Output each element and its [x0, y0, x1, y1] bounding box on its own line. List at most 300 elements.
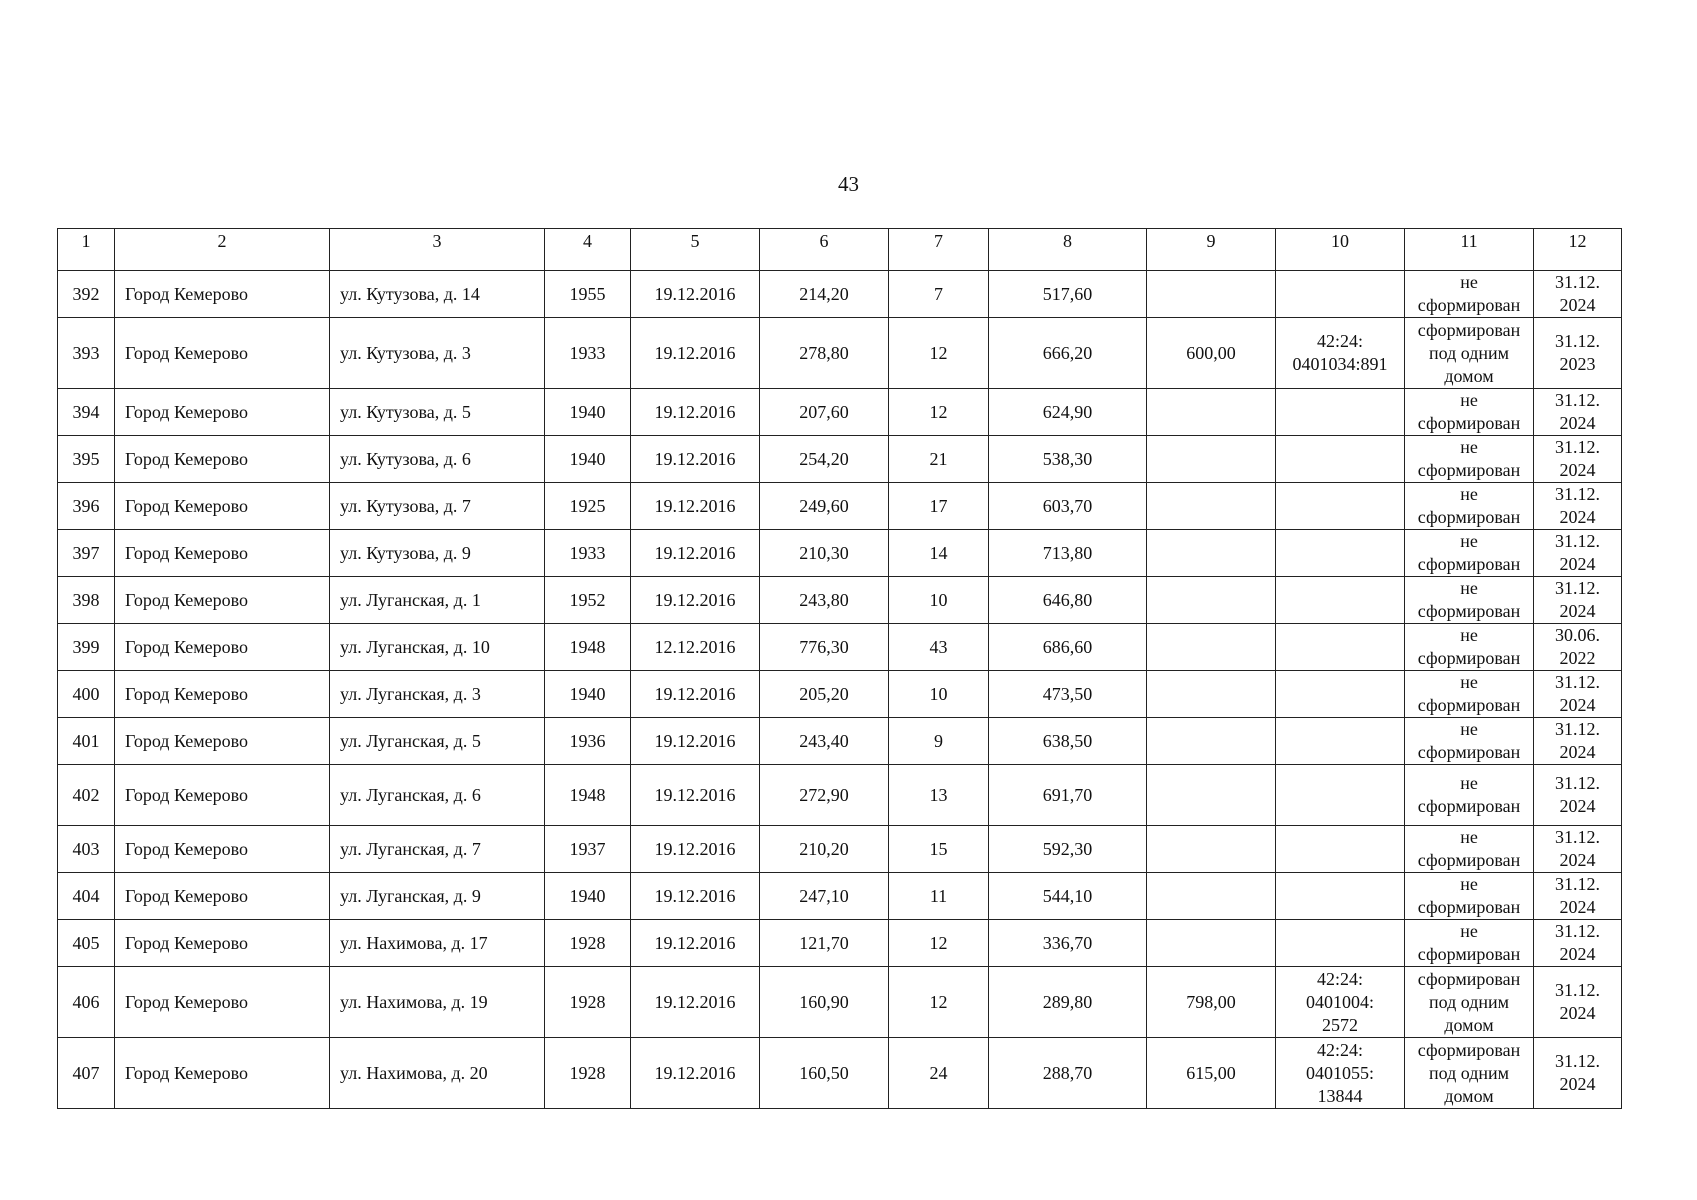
date-cell	[631, 826, 760, 873]
table-row	[58, 873, 1622, 920]
date-cell	[631, 765, 760, 826]
municipality-cell-text: Город Кемерово	[125, 542, 249, 563]
municipality-cell-text: Город Кемерово	[125, 683, 249, 704]
cadastral-number-cell	[1276, 826, 1405, 873]
value-cell-7	[889, 389, 989, 436]
address-cell	[330, 318, 545, 389]
build-year-cell-text: 1933	[569, 542, 606, 563]
address-cell	[330, 967, 545, 1038]
row-number-cell-text: 394	[72, 401, 100, 422]
row-number-cell-text: 400	[72, 683, 100, 704]
value-cell-8-text: 666,20	[1042, 342, 1093, 363]
table-row	[58, 1038, 1622, 1109]
value-cell-8-text: 638,50	[1042, 730, 1093, 751]
date-cell-text: 19.12.2016	[654, 448, 736, 469]
value-cell-6-text: 160,50	[799, 1062, 849, 1083]
row-number-cell	[58, 671, 115, 718]
table-row	[58, 436, 1622, 483]
status-cell	[1405, 483, 1534, 530]
build-year-cell-text: 1928	[569, 932, 606, 953]
deadline-cell-text: 31.12. 2024	[1555, 827, 1600, 870]
value-cell-9	[1147, 318, 1276, 389]
cadastral-number-cell	[1276, 1038, 1405, 1109]
date-cell	[631, 318, 760, 389]
status-cell-text: не сформирован	[1417, 827, 1521, 870]
value-cell-9	[1147, 389, 1276, 436]
value-cell-7-text: 11	[929, 885, 948, 906]
value-cell-8-text: 603,70	[1042, 495, 1093, 516]
address-cell-text: ул. Нахимова, д. 20	[340, 1062, 488, 1083]
address-cell-text: ул. Луганская, д. 6	[340, 784, 481, 805]
row-number-cell	[58, 577, 115, 624]
municipality-cell	[115, 483, 330, 530]
value-cell-6	[760, 920, 889, 967]
municipality-cell-text: Город Кемерово	[125, 448, 249, 469]
status-cell	[1405, 920, 1534, 967]
value-cell-8-text: 592,30	[1042, 838, 1093, 859]
deadline-cell-text: 31.12. 2024	[1555, 484, 1600, 527]
cadastral-number-cell	[1276, 271, 1405, 318]
municipality-cell	[115, 436, 330, 483]
column-header: 9	[1147, 229, 1276, 271]
row-number-cell-text: 392	[72, 283, 100, 304]
municipality-cell-text: Город Кемерово	[125, 1062, 249, 1083]
municipality-cell	[115, 389, 330, 436]
cadastral-number-cell	[1276, 389, 1405, 436]
value-cell-9	[1147, 873, 1276, 920]
status-cell-text: сформирован под одним домом	[1417, 319, 1521, 386]
deadline-cell	[1534, 436, 1622, 483]
deadline-cell-text: 31.12. 2024	[1555, 437, 1600, 480]
date-cell	[631, 920, 760, 967]
value-cell-9	[1147, 624, 1276, 671]
table-row	[58, 577, 1622, 624]
value-cell-8	[989, 1038, 1147, 1109]
date-cell-text: 19.12.2016	[654, 784, 736, 805]
cadastral-number-cell-text: 42:24: 0401034:891	[1292, 331, 1388, 374]
value-cell-6	[760, 1038, 889, 1109]
build-year-cell	[545, 920, 631, 967]
cadastral-number-cell	[1276, 577, 1405, 624]
value-cell-8	[989, 624, 1147, 671]
value-cell-7	[889, 318, 989, 389]
value-cell-6-text: 278,80	[799, 342, 849, 363]
row-number-cell-text: 393	[72, 342, 100, 363]
build-year-cell-text: 1940	[569, 401, 606, 422]
table-row	[58, 271, 1622, 318]
row-number-cell	[58, 718, 115, 765]
value-cell-6-text: 210,20	[799, 838, 849, 859]
value-cell-7	[889, 765, 989, 826]
value-cell-7	[889, 920, 989, 967]
date-cell-text: 19.12.2016	[654, 932, 736, 953]
address-cell	[330, 718, 545, 765]
status-cell	[1405, 577, 1534, 624]
row-number-cell	[58, 765, 115, 826]
value-cell-6	[760, 765, 889, 826]
address-cell	[330, 671, 545, 718]
value-cell-7-text: 9	[934, 730, 943, 751]
value-cell-6	[760, 873, 889, 920]
deadline-cell	[1534, 967, 1622, 1038]
table-row	[58, 318, 1622, 389]
cadastral-number-cell	[1276, 718, 1405, 765]
build-year-cell	[545, 1038, 631, 1109]
date-cell-text: 19.12.2016	[654, 683, 736, 704]
status-cell-text: не сформирован	[1417, 874, 1521, 917]
deadline-cell	[1534, 873, 1622, 920]
value-cell-8	[989, 389, 1147, 436]
build-year-cell	[545, 530, 631, 577]
municipality-cell	[115, 718, 330, 765]
address-cell-text: ул. Нахимова, д. 17	[340, 932, 488, 953]
row-number-cell	[58, 873, 115, 920]
value-cell-7	[889, 873, 989, 920]
build-year-cell	[545, 389, 631, 436]
value-cell-6-text: 121,70	[799, 932, 849, 953]
value-cell-8	[989, 718, 1147, 765]
municipality-cell-text: Город Кемерово	[125, 495, 249, 516]
status-cell-text: сформирован под одним домом	[1417, 968, 1521, 1035]
value-cell-7	[889, 624, 989, 671]
value-cell-6-text: 243,40	[799, 730, 849, 751]
table-row	[58, 530, 1622, 577]
address-cell	[330, 873, 545, 920]
address-cell-text: ул. Кутузова, д. 9	[340, 542, 471, 563]
value-cell-8-text: 288,70	[1042, 1062, 1093, 1083]
value-cell-8	[989, 671, 1147, 718]
value-cell-9	[1147, 967, 1276, 1038]
municipality-cell-text: Город Кемерово	[125, 283, 249, 304]
value-cell-6-text: 272,90	[799, 784, 849, 805]
deadline-cell	[1534, 271, 1622, 318]
deadline-cell	[1534, 530, 1622, 577]
cadastral-number-cell-text: 42:24: 0401004: 2572	[1305, 968, 1374, 1035]
row-number-cell-text: 402	[72, 784, 100, 805]
address-cell-text: ул. Кутузова, д. 5	[340, 401, 471, 422]
value-cell-7-text: 12	[929, 991, 948, 1012]
build-year-cell	[545, 765, 631, 826]
status-cell-text: не сформирован	[1417, 272, 1521, 315]
value-cell-8-text: 624,90	[1042, 401, 1093, 422]
date-cell-text: 19.12.2016	[654, 283, 736, 304]
row-number-cell-text: 398	[72, 589, 100, 610]
build-year-cell-text: 1940	[569, 683, 606, 704]
date-cell-text: 19.12.2016	[654, 342, 736, 363]
address-cell-text: ул. Луганская, д. 5	[340, 730, 481, 751]
value-cell-9	[1147, 765, 1276, 826]
build-year-cell-text: 1952	[569, 589, 606, 610]
row-number-cell-text: 404	[72, 885, 100, 906]
status-cell	[1405, 1038, 1534, 1109]
municipality-cell	[115, 1038, 330, 1109]
value-cell-8	[989, 826, 1147, 873]
value-cell-7	[889, 271, 989, 318]
date-cell-text: 19.12.2016	[654, 401, 736, 422]
value-cell-8-text: 517,60	[1042, 283, 1093, 304]
municipality-cell-text: Город Кемерово	[125, 991, 249, 1012]
status-cell	[1405, 718, 1534, 765]
value-cell-9-text: 600,00	[1186, 342, 1236, 363]
value-cell-8	[989, 530, 1147, 577]
table-row	[58, 718, 1622, 765]
value-cell-9	[1147, 671, 1276, 718]
build-year-cell	[545, 826, 631, 873]
address-cell-text: ул. Луганская, д. 7	[340, 838, 481, 859]
deadline-cell-text: 31.12. 2024	[1555, 874, 1600, 917]
deadline-cell	[1534, 318, 1622, 389]
value-cell-7-text: 7	[934, 283, 943, 304]
value-cell-6	[760, 718, 889, 765]
municipality-cell-text: Город Кемерово	[125, 885, 249, 906]
build-year-cell-text: 1948	[569, 784, 606, 805]
value-cell-7-text: 17	[929, 495, 948, 516]
municipality-cell	[115, 920, 330, 967]
value-cell-9	[1147, 718, 1276, 765]
address-cell	[330, 271, 545, 318]
value-cell-8-text: 646,80	[1042, 589, 1093, 610]
page-number: 43	[838, 172, 859, 196]
value-cell-7-text: 10	[929, 683, 948, 704]
value-cell-7-text: 12	[929, 401, 948, 422]
municipality-cell	[115, 624, 330, 671]
status-cell	[1405, 318, 1534, 389]
value-cell-6	[760, 671, 889, 718]
address-cell	[330, 826, 545, 873]
status-cell	[1405, 436, 1534, 483]
status-cell	[1405, 530, 1534, 577]
value-cell-6	[760, 530, 889, 577]
deadline-cell	[1534, 920, 1622, 967]
deadline-cell-text: 31.12. 2024	[1555, 531, 1600, 574]
value-cell-7	[889, 530, 989, 577]
build-year-cell	[545, 577, 631, 624]
column-header: 8	[989, 229, 1147, 271]
date-cell	[631, 389, 760, 436]
value-cell-6	[760, 436, 889, 483]
municipality-cell-text: Город Кемерово	[125, 342, 249, 363]
row-number-cell	[58, 826, 115, 873]
address-cell-text: ул. Кутузова, д. 7	[340, 495, 471, 516]
table-row	[58, 765, 1622, 826]
municipality-cell	[115, 318, 330, 389]
value-cell-8-text: 691,70	[1042, 784, 1093, 805]
deadline-cell-text: 31.12. 2024	[1555, 272, 1600, 315]
address-cell	[330, 389, 545, 436]
build-year-cell-text: 1928	[569, 991, 606, 1012]
value-cell-9	[1147, 436, 1276, 483]
row-number-cell	[58, 483, 115, 530]
value-cell-9	[1147, 826, 1276, 873]
address-cell	[330, 1038, 545, 1109]
build-year-cell-text: 1937	[569, 838, 606, 859]
value-cell-8	[989, 271, 1147, 318]
value-cell-9	[1147, 271, 1276, 318]
municipality-cell	[115, 967, 330, 1038]
value-cell-7-text: 24	[929, 1062, 948, 1083]
row-number-cell	[58, 920, 115, 967]
build-year-cell-text: 1933	[569, 342, 606, 363]
table-row	[58, 967, 1622, 1038]
row-number-cell	[58, 389, 115, 436]
table-body	[58, 271, 1622, 1109]
value-cell-6	[760, 967, 889, 1038]
value-cell-8	[989, 436, 1147, 483]
status-cell-text: не сформирован	[1417, 773, 1521, 816]
row-number-cell	[58, 530, 115, 577]
date-cell-text: 19.12.2016	[654, 730, 736, 751]
value-cell-8	[989, 967, 1147, 1038]
cadastral-number-cell	[1276, 873, 1405, 920]
date-cell	[631, 967, 760, 1038]
date-cell-text: 19.12.2016	[654, 991, 736, 1012]
value-cell-8	[989, 920, 1147, 967]
row-number-cell-text: 397	[72, 542, 100, 563]
date-cell-text: 19.12.2016	[654, 838, 736, 859]
table-row	[58, 389, 1622, 436]
municipality-cell-text: Город Кемерово	[125, 401, 249, 422]
row-number-cell-text: 399	[72, 636, 100, 657]
value-cell-8	[989, 873, 1147, 920]
build-year-cell	[545, 718, 631, 765]
column-header: 5	[631, 229, 760, 271]
municipality-cell-text: Город Кемерово	[125, 932, 249, 953]
row-number-cell	[58, 436, 115, 483]
address-cell-text: ул. Нахимова, д. 19	[340, 991, 488, 1012]
deadline-cell	[1534, 826, 1622, 873]
date-cell	[631, 436, 760, 483]
address-cell	[330, 577, 545, 624]
value-cell-9	[1147, 1038, 1276, 1109]
municipality-cell	[115, 671, 330, 718]
date-cell	[631, 530, 760, 577]
status-cell-text: не сформирован	[1417, 390, 1521, 433]
value-cell-7	[889, 671, 989, 718]
date-cell-text: 19.12.2016	[654, 1062, 736, 1083]
table-row	[58, 483, 1622, 530]
deadline-cell	[1534, 624, 1622, 671]
build-year-cell-text: 1925	[569, 495, 606, 516]
value-cell-8-text: 686,60	[1042, 636, 1093, 657]
date-cell	[631, 1038, 760, 1109]
address-cell	[330, 920, 545, 967]
deadline-cell-text: 30.06. 2022	[1555, 625, 1600, 668]
address-cell	[330, 436, 545, 483]
address-cell-text: ул. Луганская, д. 10	[340, 636, 490, 657]
build-year-cell	[545, 436, 631, 483]
value-cell-7-text: 13	[929, 784, 948, 805]
column-header: 3	[330, 229, 545, 271]
value-cell-7	[889, 718, 989, 765]
table-row	[58, 920, 1622, 967]
value-cell-7-text: 43	[929, 636, 948, 657]
date-cell	[631, 873, 760, 920]
status-cell-text: не сформирован	[1417, 719, 1521, 762]
row-number-cell-text: 396	[72, 495, 100, 516]
status-cell-text: сформирован под одним домом	[1417, 1039, 1521, 1106]
value-cell-6	[760, 389, 889, 436]
column-header: 7	[889, 229, 989, 271]
deadline-cell	[1534, 483, 1622, 530]
deadline-cell-text: 31.12. 2024	[1555, 578, 1600, 621]
build-year-cell	[545, 873, 631, 920]
column-header: 1	[58, 229, 115, 271]
value-cell-8	[989, 318, 1147, 389]
date-cell	[631, 671, 760, 718]
deadline-cell	[1534, 577, 1622, 624]
value-cell-8	[989, 483, 1147, 530]
status-cell	[1405, 826, 1534, 873]
value-cell-9	[1147, 920, 1276, 967]
row-number-cell-text: 407	[72, 1062, 100, 1083]
value-cell-7-text: 12	[929, 932, 948, 953]
status-cell-text: не сформирован	[1417, 531, 1521, 574]
value-cell-6	[760, 483, 889, 530]
value-cell-6-text: 243,80	[799, 589, 849, 610]
build-year-cell	[545, 624, 631, 671]
status-cell-text: не сформирован	[1417, 578, 1521, 621]
value-cell-8	[989, 765, 1147, 826]
municipality-cell	[115, 826, 330, 873]
deadline-cell-text: 31.12. 2024	[1555, 719, 1600, 762]
row-number-cell	[58, 624, 115, 671]
value-cell-6-text: 254,20	[799, 448, 849, 469]
cadastral-number-cell	[1276, 436, 1405, 483]
municipality-cell-text: Город Кемерово	[125, 784, 249, 805]
build-year-cell-text: 1928	[569, 1062, 606, 1083]
value-cell-7	[889, 967, 989, 1038]
status-cell-text: не сформирован	[1417, 921, 1521, 964]
municipality-cell-text: Город Кемерово	[125, 730, 249, 751]
value-cell-7	[889, 483, 989, 530]
build-year-cell	[545, 271, 631, 318]
municipality-cell	[115, 530, 330, 577]
value-cell-6-text: 249,60	[799, 495, 849, 516]
build-year-cell-text: 1948	[569, 636, 606, 657]
value-cell-7-text: 10	[929, 589, 948, 610]
deadline-cell-text: 31.12. 2024	[1555, 980, 1600, 1023]
date-cell	[631, 577, 760, 624]
value-cell-9	[1147, 483, 1276, 530]
value-cell-9	[1147, 530, 1276, 577]
value-cell-8-text: 473,50	[1042, 683, 1093, 704]
row-number-cell-text: 395	[72, 448, 100, 469]
deadline-cell	[1534, 765, 1622, 826]
cadastral-number-cell-text: 42:24: 0401055: 13844	[1305, 1039, 1374, 1106]
value-cell-8-text: 336,70	[1042, 932, 1093, 953]
deadline-cell	[1534, 718, 1622, 765]
row-number-cell-text: 406	[72, 991, 100, 1012]
column-header: 12	[1534, 229, 1622, 271]
value-cell-7-text: 12	[929, 342, 948, 363]
value-cell-6-text: 207,60	[799, 401, 849, 422]
date-cell	[631, 718, 760, 765]
deadline-cell-text: 31.12. 2024	[1555, 773, 1600, 816]
municipality-cell	[115, 765, 330, 826]
value-cell-6-text: 247,10	[799, 885, 849, 906]
address-cell	[330, 530, 545, 577]
municipality-cell-text: Город Кемерово	[125, 838, 249, 859]
row-number-cell-text: 403	[72, 838, 100, 859]
value-cell-7	[889, 826, 989, 873]
cadastral-number-cell	[1276, 318, 1405, 389]
column-number-row	[58, 229, 1622, 271]
column-header: 4	[545, 229, 631, 271]
value-cell-9	[1147, 577, 1276, 624]
status-cell	[1405, 624, 1534, 671]
municipality-cell	[115, 873, 330, 920]
column-header: 2	[115, 229, 330, 271]
